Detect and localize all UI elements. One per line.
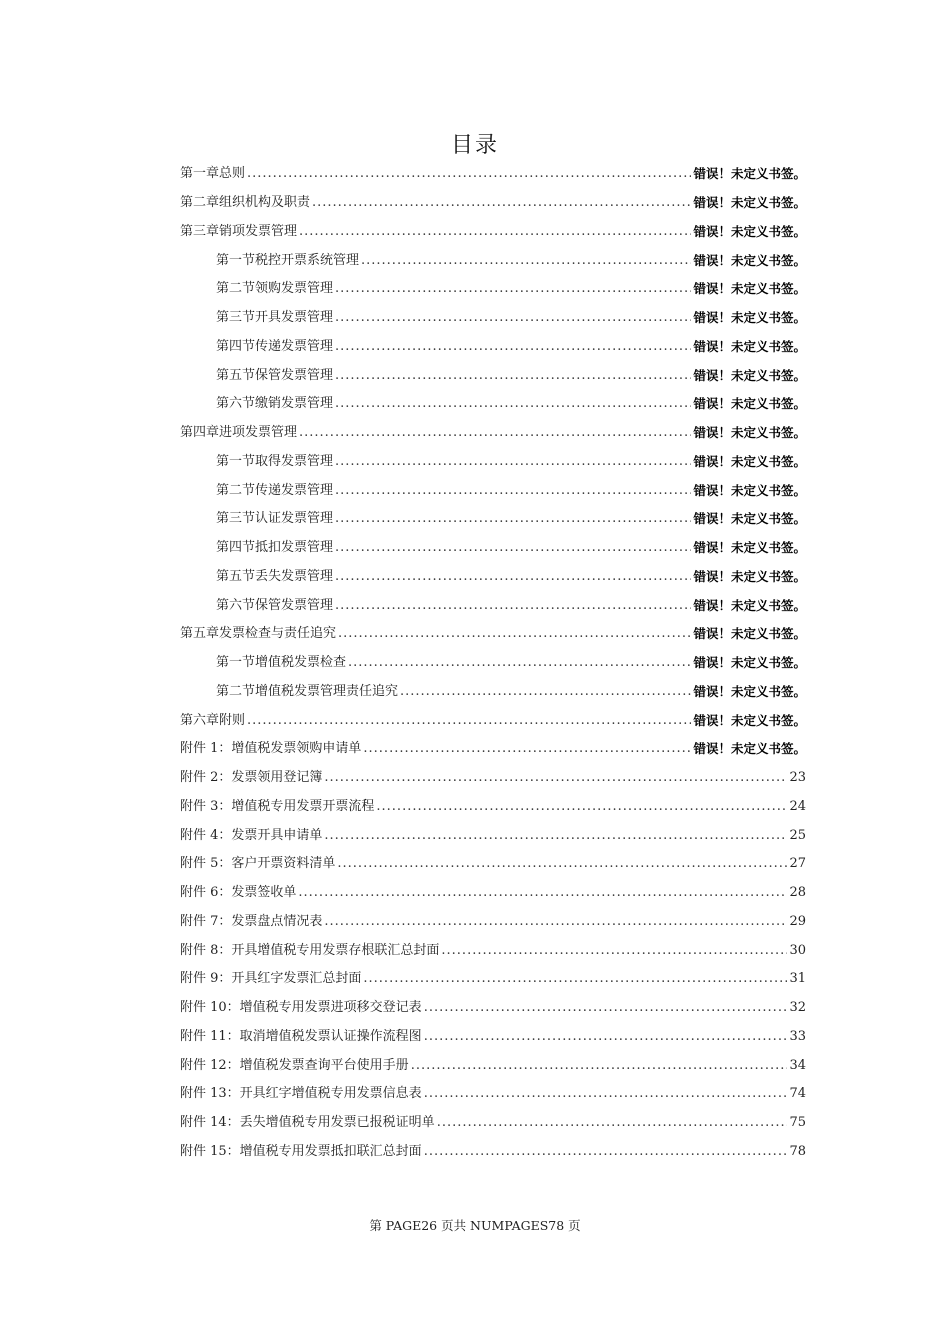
toc-entry-title: 附件 4：发票开具申请单 [180,827,323,843]
toc-entry[interactable] [180,448,806,477]
toc-entry-bookmark-error: 错误！未定义书签。 [693,223,806,239]
toc-entry-bookmark-error: 错误！未定义书签。 [693,597,806,613]
toc-dot-leader [324,828,787,844]
toc-entry[interactable] [180,793,806,822]
toc-entry[interactable] [180,965,806,994]
toc-entry-bookmark-error: 错误！未定义书签。 [693,568,806,584]
toc-dot-leader [337,856,787,872]
toc-entry-bookmark-error: 错误！未定义书签。 [693,511,806,527]
toc-entry[interactable] [180,591,806,620]
toc-entry[interactable] [180,850,806,879]
page-footer: 第 PAGE26 页共 NUMPAGES78 页 [369,1218,581,1233]
toc-entry-page-number: 74 [789,1086,806,1102]
toc-dot-leader [400,684,691,700]
toc-entry-title: 第五节丢失发票管理 [216,568,334,584]
toc-dot-leader [335,454,691,470]
toc-dot-leader [363,741,691,757]
toc-dot-leader [299,425,691,441]
toc-dot-leader [335,310,691,326]
toc-entry-page-number: 28 [789,885,806,901]
toc-entry-title: 第一节税控开票系统管理 [216,252,360,268]
toc-entry-title: 附件 3：增值税专用发票开票流程 [180,798,375,814]
toc-entry[interactable] [180,821,806,850]
toc-entry[interactable] [180,419,806,448]
toc-entry-bookmark-error: 错误！未定义书签。 [693,166,806,182]
toc-entry-page-number: 25 [789,827,806,843]
toc-dot-leader [437,1115,788,1131]
toc-entry-title: 第二节传递发票管理 [216,482,334,498]
toc-entry-title: 附件 10：增值税专用发票进项移交登记表 [180,1000,422,1016]
toc-entry-page-number: 34 [789,1057,806,1073]
toc-entry-page-number: 23 [789,770,806,786]
toc-entry-page-number: 78 [789,1143,806,1159]
toc-entry[interactable] [180,706,806,735]
toc-entry[interactable] [180,764,806,793]
toc-entry-title: 第四节传递发票管理 [216,338,334,354]
toc-entry[interactable] [180,275,806,304]
toc-entry-title: 第三节认证发票管理 [216,511,334,527]
toc-entry-title: 第六章附则 [180,712,246,728]
toc-entry-title: 第六节保管发票管理 [216,597,334,613]
toc-dot-leader [361,253,691,269]
toc-entry[interactable] [180,361,806,390]
toc-entry-title: 第二节增值税发票管理责任追究 [216,683,399,699]
toc-entry[interactable] [180,534,806,563]
toc-dot-leader [247,713,691,729]
toc-entry-page-number: 31 [789,971,806,987]
toc-entry-title: 第二章组织机构及职责 [180,195,311,211]
toc-entry-title: 附件 9：开具红字发票汇总封面 [180,971,362,987]
toc-dot-leader [335,339,691,355]
toc-entry-bookmark-error: 错误！未定义书签。 [693,712,806,728]
toc-entry[interactable] [180,1138,806,1167]
toc-entry-bookmark-error: 错误！未定义书签。 [693,683,806,699]
toc-entry-bookmark-error: 错误！未定义书签。 [693,453,806,469]
toc-entry-title: 附件 2：发票领用登记簿 [180,770,323,786]
toc-entry-title: 第五章发票检查与责任追究 [180,626,337,642]
toc-entry-bookmark-error: 错误！未定义书签。 [693,626,806,642]
toc-entry[interactable] [180,994,806,1023]
toc-entry[interactable] [180,476,806,505]
toc-entry[interactable] [180,1080,806,1109]
toc-entry-title: 附件 6：发票签收单 [180,885,297,901]
toc-entry-bookmark-error: 错误！未定义书签。 [693,338,806,354]
toc-entry[interactable] [180,678,806,707]
toc-entry-title: 第三节开具发票管理 [216,310,334,326]
toc-dot-leader [299,224,691,240]
toc-entry[interactable] [180,649,806,678]
toc-entry-page-number: 29 [789,913,806,929]
toc-dot-leader [441,943,787,959]
toc-dot-leader [335,281,691,297]
toc-entry[interactable] [180,620,806,649]
toc-entry-title: 附件 15：增值税专用发票抵扣联汇总封面 [180,1143,422,1159]
toc-entry-title: 第三章销项发票管理 [180,223,298,239]
toc-dot-leader [247,166,691,182]
toc-entry-title: 第四章进项发票管理 [180,425,298,441]
toc-dot-leader [324,914,787,930]
toc-entry[interactable] [180,304,806,333]
toc-entry[interactable] [180,1109,806,1138]
toc-entry-page-number: 24 [789,798,806,814]
toc-entry[interactable] [180,333,806,362]
toc-dot-leader [424,1000,788,1016]
toc-entry-bookmark-error: 错误！未定义书签。 [693,367,806,383]
toc-entry-bookmark-error: 错误！未定义书签。 [693,425,806,441]
toc-dot-leader [335,483,691,499]
toc-entry-title: 第一章总则 [180,166,246,182]
toc-entry-title: 附件 13：开具红字增值税专用发票信息表 [180,1086,422,1102]
toc-entry-title: 附件 7：发票盘点情况表 [180,913,323,929]
toc-entry-bookmark-error: 错误！未定义书签。 [693,482,806,498]
toc-dot-leader [298,885,787,901]
toc-entry-title: 附件 5：客户开票资料清单 [180,856,336,872]
toc-dot-leader [424,1086,788,1102]
toc-entry-title: 第二节领购发票管理 [216,281,334,297]
toc-dot-leader [348,655,691,671]
toc-entry[interactable] [180,908,806,937]
toc-entry[interactable] [180,390,806,419]
toc-entry-page-number: 33 [789,1028,806,1044]
toc-dot-leader [324,770,787,786]
toc-entry-bookmark-error: 错误！未定义书签。 [693,195,806,211]
toc-dot-leader [335,368,691,384]
toc-entry[interactable] [180,218,806,247]
toc-dot-leader [335,396,691,412]
toc-entry-bookmark-error: 错误！未定义书签。 [693,741,806,757]
toc-entry[interactable] [180,563,806,592]
toc-entry-title: 第一节增值税发票检查 [216,655,347,671]
toc-entry-bookmark-error: 错误！未定义书签。 [693,655,806,671]
toc-entry-title: 第一节取得发票管理 [216,453,334,469]
toc-dot-leader [424,1029,788,1045]
toc-dot-leader [376,799,787,815]
toc-entry-bookmark-error: 错误！未定义书签。 [693,396,806,412]
toc-entry-bookmark-error: 错误！未定义书签。 [693,281,806,297]
toc-entry-bookmark-error: 错误！未定义书签。 [693,310,806,326]
toc-dot-leader [424,1144,788,1160]
toc-title: 目录 [450,133,499,158]
toc-entry-title: 第五节保管发票管理 [216,367,334,383]
toc-entry[interactable] [180,160,806,189]
toc-entry-title: 第四节抵扣发票管理 [216,540,334,556]
toc-entry-title: 第六节缴销发票管理 [216,396,334,412]
toc-entry[interactable] [180,1051,806,1080]
toc-entry[interactable] [180,246,806,275]
toc-dot-leader [363,971,787,987]
table-of-contents [180,160,806,1166]
toc-dot-leader [338,626,691,642]
toc-entry-page-number: 27 [789,856,806,872]
toc-entry[interactable] [180,505,806,534]
toc-dot-leader [312,195,691,211]
toc-dot-leader [335,511,691,527]
toc-entry-title: 附件 8：开具增值税专用发票存根联汇总封面 [180,942,440,958]
toc-entry-page-number: 32 [789,1000,806,1016]
toc-entry-title: 附件 1：增值税发票领购申请单 [180,741,362,757]
toc-dot-leader [335,540,691,556]
toc-dot-leader [335,598,691,614]
toc-entry-bookmark-error: 错误！未定义书签。 [693,540,806,556]
toc-entry-title: 附件 14：丢失增值税专用发票已报税证明单 [180,1115,435,1131]
toc-entry[interactable] [180,735,806,764]
toc-entry[interactable] [180,1023,806,1052]
toc-dot-leader [411,1058,788,1074]
toc-entry[interactable] [180,189,806,218]
toc-entry[interactable] [180,879,806,908]
toc-entry-title: 附件 12：增值税发票查询平台使用手册 [180,1057,409,1073]
toc-entry-title: 附件 11：取消增值税发票认证操作流程图 [180,1028,422,1044]
toc-entry-page-number: 30 [789,942,806,958]
toc-entry-page-number: 75 [789,1115,806,1131]
toc-entry-bookmark-error: 错误！未定义书签。 [693,252,806,268]
toc-dot-leader [335,569,691,585]
toc-entry[interactable] [180,936,806,965]
